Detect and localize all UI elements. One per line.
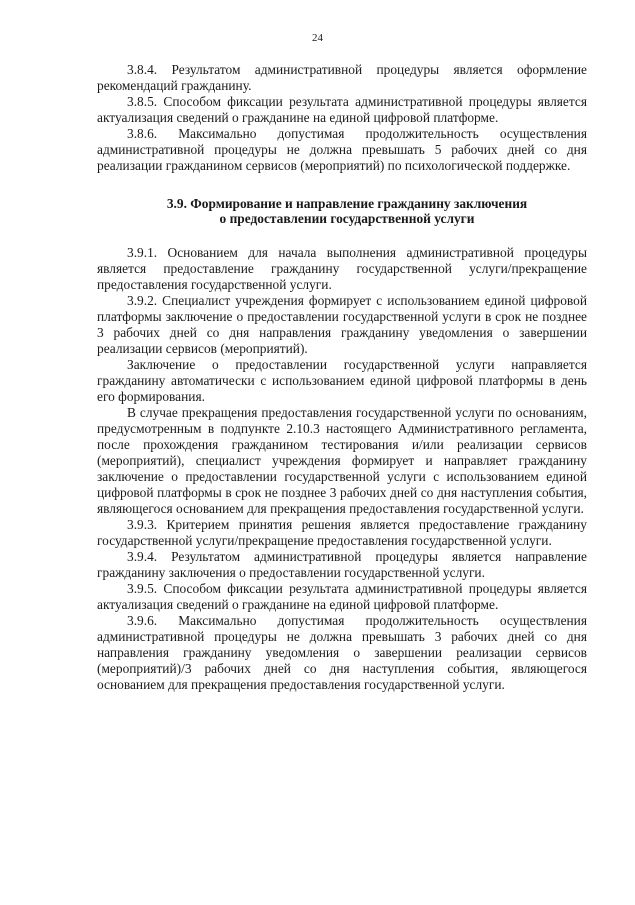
page-number: 24 bbox=[312, 32, 323, 44]
paragraph-3-8-4: 3.8.4. Результатом административной процедуры является оформление рекомендаций гражданину. bbox=[97, 62, 587, 93]
paragraph-3-9-4: 3.9.4. Результатом административной процедуры является направление гражданину заключения о предоставлении государственной услуги. bbox=[97, 549, 587, 580]
paragraph-3-9-2: 3.9.2. Специалист учреждения формирует с использованием единой цифровой платформы заключение о предоставлении государственной услуги в срок не позднее 3 рабочих дней со дня направления гражданину уведомления о завершении реализации сервисов (мероприятий). bbox=[97, 293, 587, 356]
document-body bbox=[97, 62, 587, 693]
paragraph-3-9-3: 3.9.3. Критерием принятия решения является предоставление гражданину государственной услуги/прекращение предоставления государственной услуги. bbox=[97, 517, 587, 548]
paragraph-3-8-6: 3.8.6. Максимально допустимая продолжительность осуществления административной процедуры не должна превышать 5 рабочих дней со дня реализации гражданином сервисов (мероприятий) по психологической поддержке. bbox=[97, 126, 587, 173]
paragraph-conclusion-sent: Заключение о предоставлении государственной услуги направляется гражданину автоматически с использованием единой цифровой платформы в день его формирования. bbox=[97, 357, 587, 404]
paragraph-3-9-5: 3.9.5. Способом фиксации результата административной процедуры является актуализация сведений о гражданине на единой цифровой платформе. bbox=[97, 581, 587, 612]
section-heading bbox=[97, 196, 587, 226]
section-title-line-2: о предоставлении государственной услуги bbox=[219, 211, 475, 226]
paragraph-3-8-5: 3.8.5. Способом фиксации результата административной процедуры является актуализация сведений о гражданине на единой цифровой платформе. bbox=[97, 94, 587, 125]
section-body bbox=[97, 245, 587, 693]
paragraph-3-9-1: 3.9.1. Основанием для начала выполнения административной процедуры является предоставление гражданину государственной услуги/прекращение предоставления государственной услуги. bbox=[97, 245, 587, 292]
paragraph-3-9-6: 3.9.6. Максимально допустимая продолжительность осуществления административной процедуры не должна превышать 3 рабочих дней со дня направления гражданину уведомления о завершении реализации сервисов (мероприятий)/3 рабочих дней со дня наступления события, являющегося основанием для прекращения предоставления государственной услуги. bbox=[97, 613, 587, 692]
section-title-line-1: 3.9. Формирование и направление гражданину заключения bbox=[166, 196, 528, 211]
paragraph-termination-case: В случае прекращения предоставления государственной услуги по основаниям, предусмотренным в подпункте 2.10.3 настоящего Административного регламента, после прохождения гражданином тестирования и/или реализации сервисов (мероприятий), специалист учреждения формирует и направляет гражданину заключение о предоставлении государственной услуги с использованием единой цифровой платформы в срок не позднее 3 рабочих дней со дня наступления события, являющегося основанием для прекращения предоставления государственной услуги. bbox=[97, 405, 587, 516]
